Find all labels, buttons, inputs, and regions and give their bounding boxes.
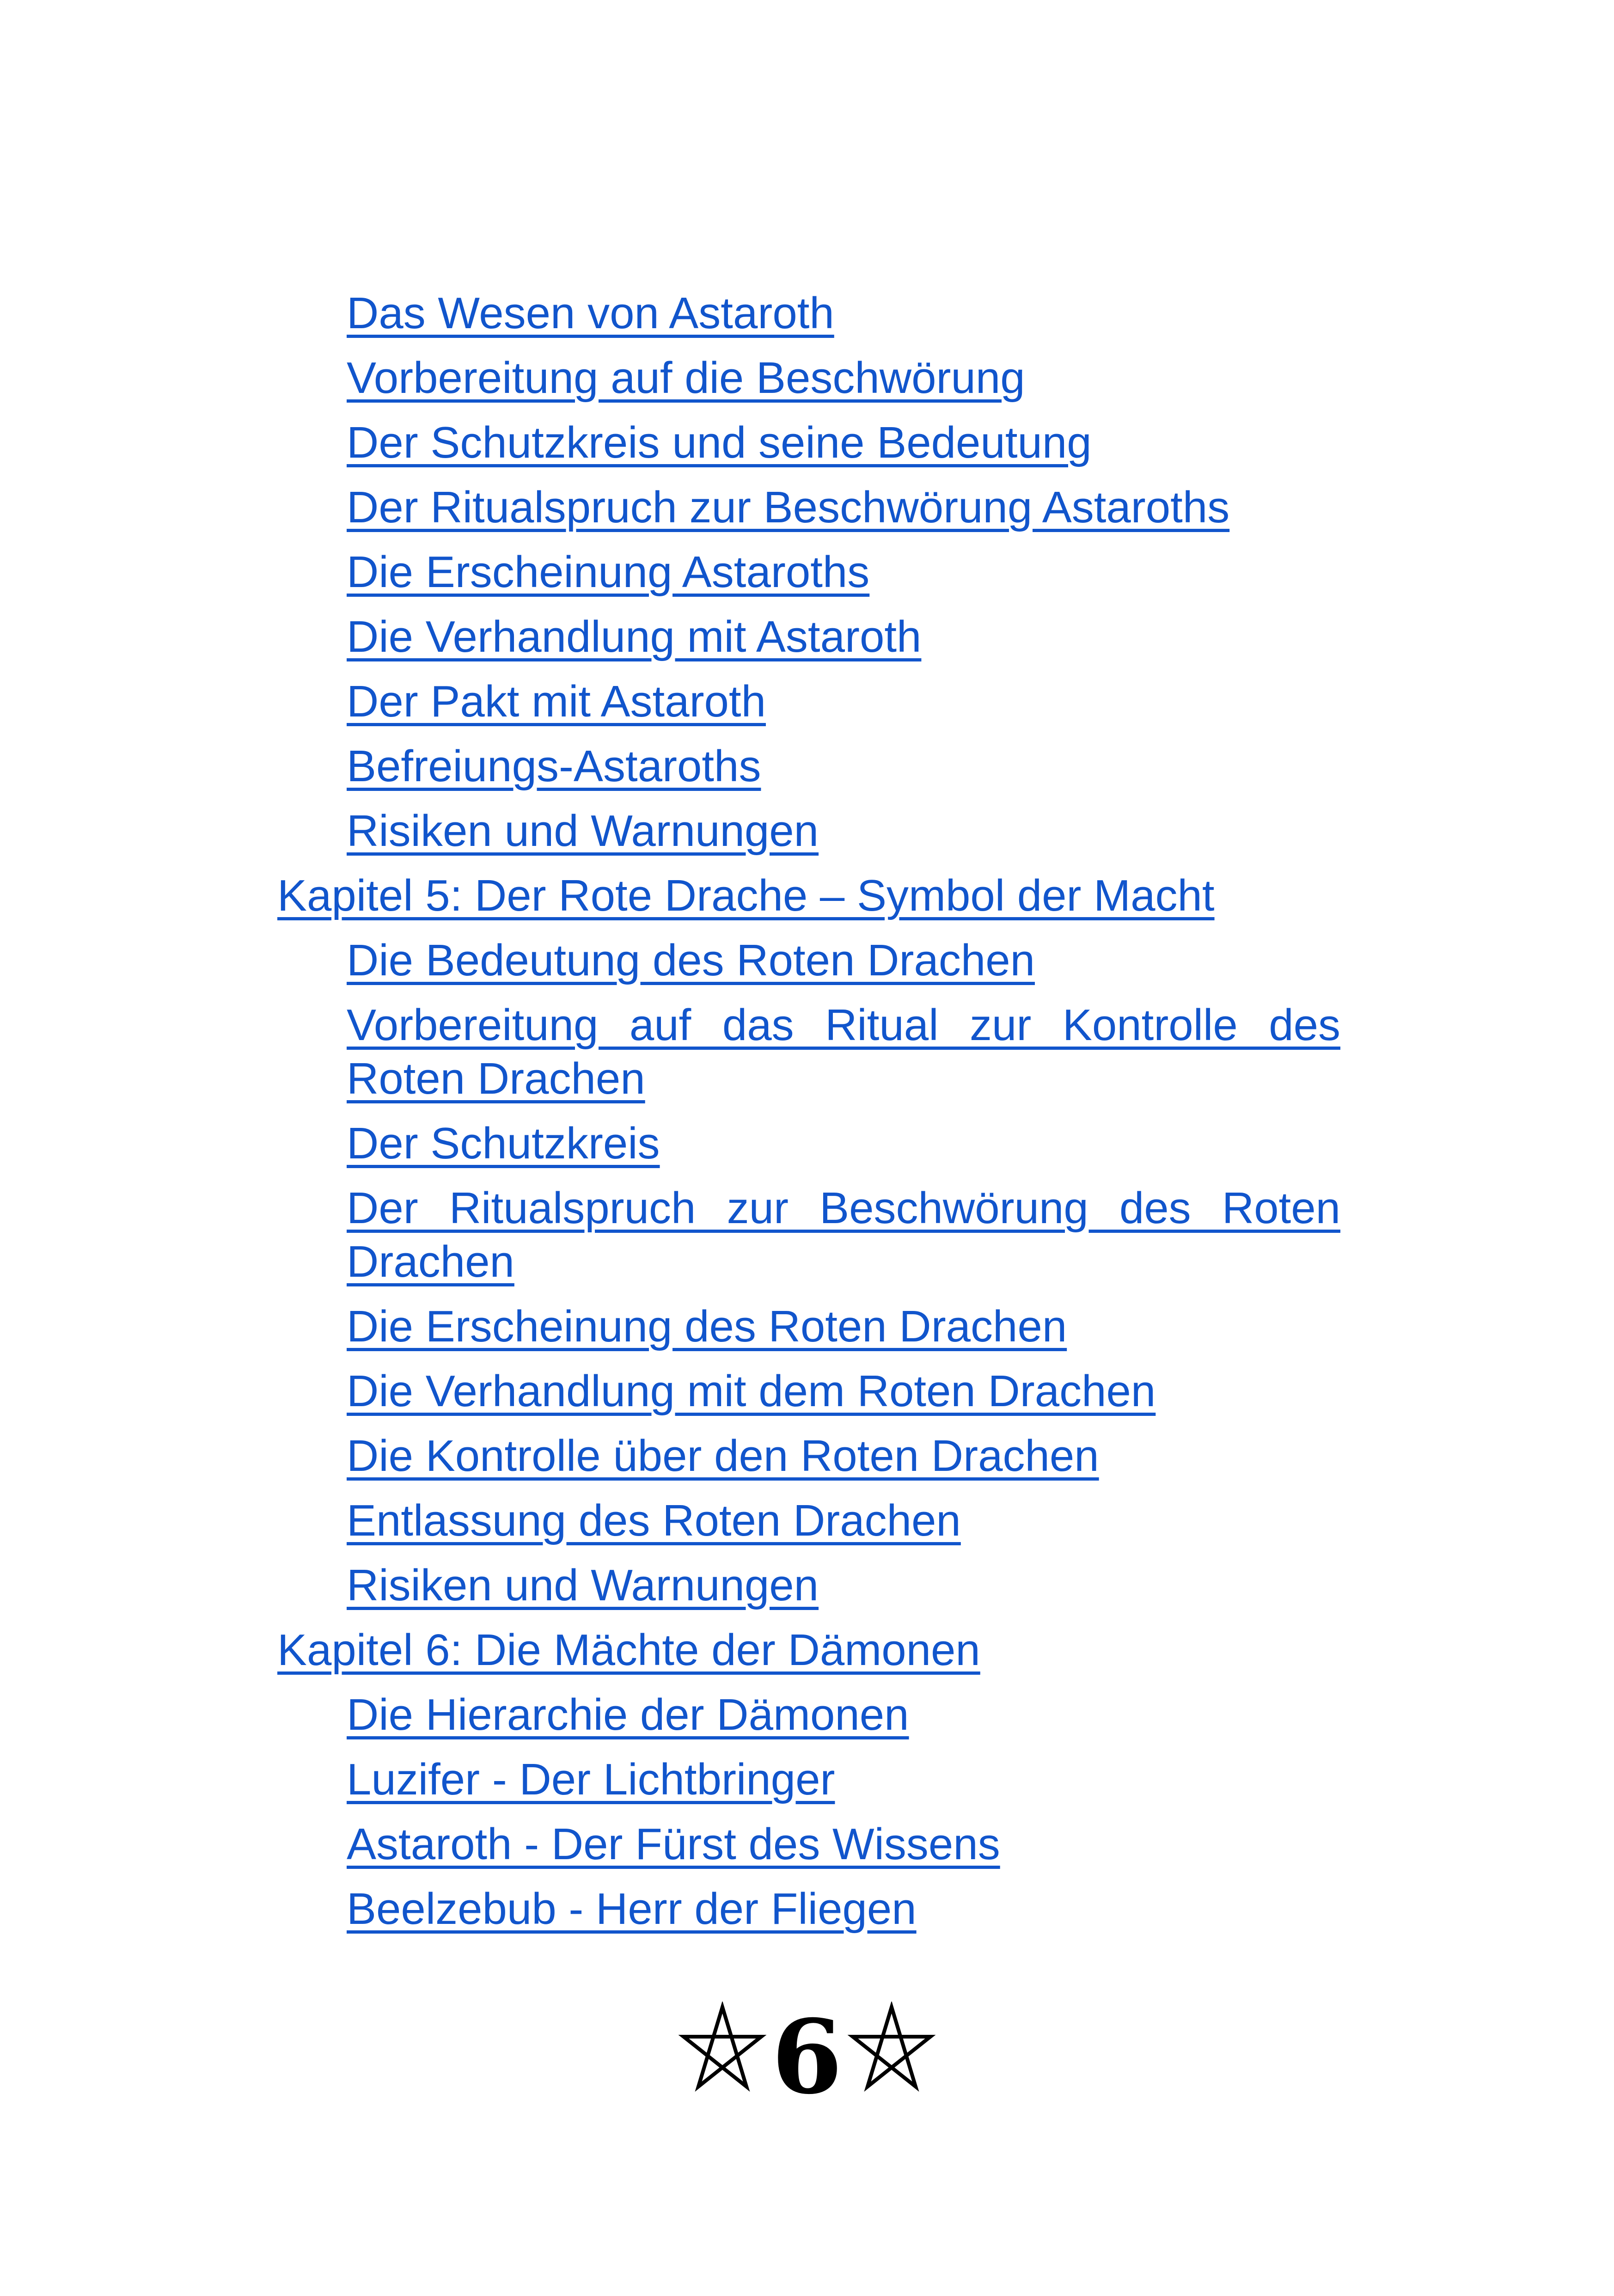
- toc-link[interactable]: Entlassung des Roten Drachen: [347, 1496, 961, 1545]
- toc-link[interactable]: Risiken und Warnungen: [347, 806, 819, 856]
- toc-link[interactable]: Vorbereitung auf das Ritual zur Kontrolle des Roten Drachen: [347, 1000, 1340, 1103]
- toc-link[interactable]: Die Erscheinung Astaroths: [347, 547, 870, 597]
- pentagram-icon: [845, 2002, 938, 2094]
- toc-link[interactable]: Die Bedeutung des Roten Drachen: [347, 936, 1035, 985]
- pentagram-icon: [676, 2002, 769, 2094]
- toc-link[interactable]: Die Verhandlung mit Astaroth: [347, 612, 922, 661]
- toc-link[interactable]: Der Pakt mit Astaroth: [347, 677, 766, 726]
- toc-link[interactable]: Der Ritualspruch zur Beschwörung des Roten Drachen: [347, 1183, 1340, 1286]
- toc-link[interactable]: Die Erscheinung des Roten Drachen: [347, 1302, 1067, 1351]
- toc-link[interactable]: Astaroth - Der Fürst des Wissens: [347, 1819, 1000, 1869]
- toc-chapter-link[interactable]: Kapitel 6: Die Mächte der Dämonen: [277, 1625, 980, 1675]
- toc-chapter-link[interactable]: Kapitel 5: Der Rote Drache – Symbol der Macht: [277, 871, 1215, 920]
- toc-link[interactable]: Vorbereitung auf die Beschwörung: [347, 353, 1025, 403]
- toc-link[interactable]: Befreiungs-Astaroths: [347, 741, 761, 791]
- toc-link[interactable]: Luzifer - Der Lichtbringer: [347, 1755, 835, 1804]
- toc-link[interactable]: Die Verhandlung mit dem Roten Drachen: [347, 1366, 1156, 1416]
- page-number: 6: [771, 1997, 843, 2117]
- toc-link[interactable]: Beelzebub - Herr der Fliegen: [347, 1884, 917, 1934]
- toc-link[interactable]: Das Wesen von Astaroth: [347, 288, 834, 338]
- toc-link[interactable]: Die Kontrolle über den Roten Drachen: [347, 1431, 1099, 1481]
- toc-link[interactable]: Risiken und Warnungen: [347, 1561, 819, 1610]
- toc-link[interactable]: Der Ritualspruch zur Beschwörung Astaroths: [347, 483, 1230, 532]
- toc-link[interactable]: Der Schutzkreis und seine Bedeutung: [347, 418, 1092, 467]
- table-of-contents: [277, 287, 1340, 1947]
- page-footer: [0, 1988, 1614, 2117]
- toc-link[interactable]: Der Schutzkreis: [347, 1119, 660, 1168]
- toc-link[interactable]: Die Hierarchie der Dämonen: [347, 1690, 909, 1739]
